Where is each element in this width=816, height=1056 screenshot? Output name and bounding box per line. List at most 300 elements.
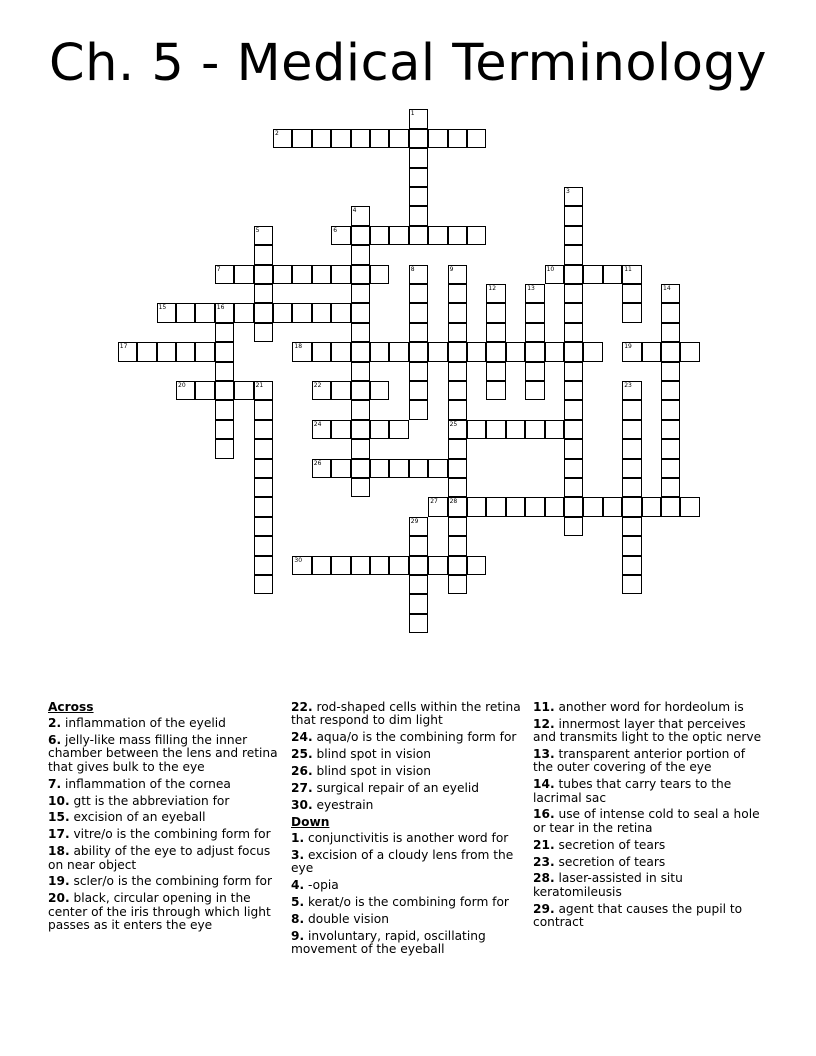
grid-cell[interactable] — [389, 342, 408, 361]
grid-cell[interactable] — [254, 575, 273, 594]
clue-number: 22 — [313, 382, 322, 389]
grid-cell[interactable] — [603, 265, 622, 284]
grid-cell[interactable] — [545, 265, 564, 284]
grid-cell[interactable] — [409, 206, 428, 225]
clue-item — [533, 748, 765, 775]
grid-cell[interactable] — [525, 284, 544, 303]
grid-cell[interactable] — [312, 129, 331, 148]
grid-cell[interactable] — [331, 303, 350, 322]
grid-cell[interactable] — [661, 420, 680, 439]
grid-cell[interactable] — [370, 556, 389, 575]
grid-cell[interactable] — [564, 284, 583, 303]
grid-cell[interactable] — [448, 459, 467, 478]
grid-cell[interactable] — [506, 342, 525, 361]
clue-text: black, circular opening in the center of the iris through which light passes as it enters the eye — [48, 891, 271, 932]
clue-item — [291, 701, 523, 728]
grid-cell[interactable] — [351, 439, 370, 458]
grid-cell[interactable] — [409, 362, 428, 381]
grid-cell[interactable] — [409, 614, 428, 633]
grid-cell[interactable] — [564, 478, 583, 497]
grid-cell[interactable] — [564, 400, 583, 419]
grid-cell[interactable] — [254, 536, 273, 555]
clue-item — [48, 845, 280, 872]
grid-cell[interactable] — [409, 303, 428, 322]
grid-cell[interactable] — [564, 497, 583, 516]
clue-text: -opia — [304, 878, 339, 893]
grid-cell[interactable] — [642, 342, 661, 361]
grid-cell[interactable] — [680, 497, 699, 516]
grid-cell[interactable] — [661, 303, 680, 322]
clue-number-label: 13. — [533, 747, 555, 762]
grid-cell[interactable] — [467, 420, 486, 439]
grid-cell[interactable] — [292, 129, 311, 148]
grid-cell[interactable] — [312, 459, 331, 478]
clue-number: 14 — [663, 285, 671, 292]
clue-text: inflammation of the cornea — [61, 776, 231, 791]
grid-cell[interactable] — [564, 381, 583, 400]
clue-text: kerat/o is the combining form for — [304, 894, 509, 909]
grid-cell[interactable] — [273, 265, 292, 284]
clue-number-label: 10. — [48, 793, 70, 808]
grid-cell[interactable] — [331, 226, 350, 245]
grid-cell[interactable] — [254, 226, 273, 245]
grid-cell[interactable] — [351, 323, 370, 342]
grid-cell[interactable] — [215, 362, 234, 381]
clue-number-label: 22. — [291, 700, 313, 714]
clue-column-1 — [48, 701, 280, 936]
grid-cell[interactable] — [312, 420, 331, 439]
grid-cell[interactable] — [254, 245, 273, 264]
grid-cell[interactable] — [486, 303, 505, 322]
grid-cell[interactable] — [351, 420, 370, 439]
grid-cell[interactable] — [564, 226, 583, 245]
grid-cell[interactable] — [351, 459, 370, 478]
clue-text: agent that causes the pupil to contract — [533, 901, 743, 929]
grid-cell[interactable] — [409, 517, 428, 536]
grid-cell[interactable] — [409, 556, 428, 575]
clue-number: 10 — [546, 265, 555, 273]
grid-cell[interactable] — [254, 265, 273, 284]
grid-cell[interactable] — [176, 342, 195, 361]
grid-cell[interactable] — [506, 420, 525, 439]
clue-text: jelly-like mass filling the inner chamber between the lens and retina that gives bulk to the eye — [48, 733, 278, 774]
clue-number: 5 — [255, 226, 260, 234]
grid-cell[interactable] — [622, 497, 641, 516]
clue-number: 7 — [216, 265, 221, 273]
grid-cell[interactable] — [564, 459, 583, 478]
clue-number-label: 20. — [48, 891, 70, 906]
grid-cell[interactable] — [195, 381, 214, 400]
grid-cell[interactable] — [254, 284, 273, 303]
clue-number: 9 — [449, 265, 454, 273]
grid-cell[interactable] — [661, 381, 680, 400]
clue-number-label: 28. — [533, 871, 555, 886]
grid-cell[interactable] — [312, 381, 331, 400]
clue-number: 4 — [352, 207, 357, 215]
grid-cell[interactable] — [661, 323, 680, 342]
grid-cell[interactable] — [467, 556, 486, 575]
grid-cell[interactable] — [564, 265, 583, 284]
clue-text: tubes that carry tears to the lacrimal sac — [533, 777, 732, 805]
clue-number: 30 — [294, 556, 303, 564]
clue-number-label: 25. — [291, 747, 313, 762]
grid-cell[interactable] — [428, 342, 447, 361]
grid-cell[interactable] — [486, 381, 505, 400]
grid-cell[interactable] — [176, 303, 195, 322]
grid-cell[interactable] — [680, 342, 699, 361]
across-heading: Across — [48, 700, 94, 714]
grid-cell[interactable] — [331, 129, 350, 148]
clue-number-label: 17. — [48, 827, 70, 842]
grid-cell[interactable] — [448, 439, 467, 458]
grid-cell[interactable] — [389, 420, 408, 439]
clue-number-label: 1. — [291, 830, 305, 845]
clue-number-label: 4. — [291, 878, 305, 893]
grid-cell[interactable] — [564, 323, 583, 342]
grid-cell[interactable] — [622, 284, 641, 303]
grid-cell[interactable] — [583, 497, 602, 516]
clue-text: inflammation of the eyelid — [61, 716, 226, 731]
grid-cell[interactable] — [506, 497, 525, 516]
grid-cell[interactable] — [254, 517, 273, 536]
grid-cell[interactable] — [583, 265, 602, 284]
grid-cell[interactable] — [467, 342, 486, 361]
grid-cell[interactable] — [467, 497, 486, 516]
grid-cell[interactable] — [370, 381, 389, 400]
grid-cell[interactable] — [622, 575, 641, 594]
clue-number-label: 6. — [48, 733, 62, 748]
clue-text: laser-assisted in situ keratomileusis — [533, 871, 683, 899]
grid-cell[interactable] — [448, 575, 467, 594]
grid-cell[interactable] — [331, 342, 350, 361]
grid-cell[interactable] — [603, 497, 622, 516]
grid-cell[interactable] — [254, 459, 273, 478]
grid-cell[interactable] — [292, 303, 311, 322]
grid-cell[interactable] — [409, 342, 428, 361]
grid-cell[interactable] — [448, 556, 467, 575]
grid-cell[interactable] — [564, 245, 583, 264]
clue-number-label: 9. — [291, 928, 305, 943]
grid-cell[interactable] — [448, 265, 467, 284]
grid-cell[interactable] — [564, 303, 583, 322]
grid-cell[interactable] — [351, 226, 370, 245]
grid-cell[interactable] — [273, 303, 292, 322]
grid-cell[interactable] — [545, 497, 564, 516]
grid-cell[interactable] — [486, 420, 505, 439]
clue-item — [48, 892, 280, 932]
grid-cell[interactable] — [564, 187, 583, 206]
grid-cell[interactable] — [312, 556, 331, 575]
grid-cell[interactable] — [389, 459, 408, 478]
grid-cell[interactable] — [661, 478, 680, 497]
grid-cell[interactable] — [351, 556, 370, 575]
grid-cell[interactable] — [409, 168, 428, 187]
grid-cell[interactable] — [525, 362, 544, 381]
grid-cell[interactable] — [292, 342, 311, 361]
grid-cell[interactable] — [409, 129, 428, 148]
clue-item — [533, 903, 765, 930]
grid-cell[interactable] — [176, 381, 195, 400]
clue-number-label: 29. — [533, 901, 555, 916]
clue-text: involuntary, rapid, oscillating movement of the eyeball — [291, 928, 486, 956]
grid-cell[interactable] — [254, 478, 273, 497]
grid-cell[interactable] — [137, 342, 156, 361]
grid-cell[interactable] — [331, 459, 350, 478]
grid-cell[interactable] — [331, 556, 350, 575]
clue-number-label: 14. — [533, 777, 555, 792]
grid-cell[interactable] — [525, 420, 544, 439]
grid-cell[interactable] — [486, 497, 505, 516]
grid-cell[interactable] — [622, 517, 641, 536]
grid-cell[interactable] — [409, 226, 428, 245]
clue-number: 16 — [216, 304, 225, 312]
clue-item — [291, 913, 523, 926]
grid-cell[interactable] — [215, 342, 234, 361]
grid-cell[interactable] — [254, 381, 273, 400]
grid-cell[interactable] — [622, 342, 641, 361]
grid-cell[interactable] — [292, 556, 311, 575]
clue-number: 13 — [527, 285, 535, 292]
grid-cell[interactable] — [409, 536, 428, 555]
grid-cell[interactable] — [448, 400, 467, 419]
clue-text: secretion of tears — [554, 854, 666, 869]
clue-number-label: 16. — [533, 807, 555, 822]
clue-item — [48, 778, 280, 791]
grid-cell[interactable] — [409, 400, 428, 419]
grid-cell[interactable] — [409, 381, 428, 400]
grid-cell[interactable] — [622, 303, 641, 322]
grid-cell[interactable] — [448, 323, 467, 342]
grid-cell[interactable] — [254, 497, 273, 516]
grid-cell[interactable] — [661, 342, 680, 361]
clue-number: 15 — [158, 304, 167, 312]
clue-text: excision of an eyeball — [69, 810, 206, 825]
grid-cell[interactable] — [157, 303, 176, 322]
grid-cell[interactable] — [215, 303, 234, 322]
grid-cell[interactable] — [409, 148, 428, 167]
grid-cell[interactable] — [448, 226, 467, 245]
grid-cell[interactable] — [428, 129, 447, 148]
grid-cell[interactable] — [448, 420, 467, 439]
grid-cell[interactable] — [409, 575, 428, 594]
grid-cell[interactable] — [351, 400, 370, 419]
grid-cell[interactable] — [622, 381, 641, 400]
grid-cell[interactable] — [448, 342, 467, 361]
clue-text: use of intense cold to seal a hole or tear in the retina — [533, 807, 760, 835]
grid-cell[interactable] — [409, 594, 428, 613]
grid-cell[interactable] — [467, 129, 486, 148]
grid-cell[interactable] — [448, 497, 467, 516]
grid-cell[interactable] — [448, 517, 467, 536]
grid-cell[interactable] — [351, 303, 370, 322]
clue-text: vitre/o is the combining form for — [69, 827, 271, 842]
grid-cell[interactable] — [215, 400, 234, 419]
clue-text: blind spot in vision — [312, 747, 432, 762]
grid-cell[interactable] — [525, 381, 544, 400]
grid-cell[interactable] — [389, 226, 408, 245]
clue-item — [291, 930, 523, 957]
grid-cell[interactable] — [351, 129, 370, 148]
grid-cell[interactable] — [583, 342, 602, 361]
grid-cell[interactable] — [622, 265, 641, 284]
grid-cell[interactable] — [351, 284, 370, 303]
clue-number: 6 — [333, 226, 338, 234]
grid-cell[interactable] — [409, 187, 428, 206]
grid-cell[interactable] — [564, 206, 583, 225]
grid-cell[interactable] — [486, 323, 505, 342]
clue-number-label: 11. — [533, 700, 555, 714]
grid-cell[interactable] — [370, 129, 389, 148]
grid-cell[interactable] — [273, 129, 292, 148]
grid-cell[interactable] — [622, 478, 641, 497]
grid-cell[interactable] — [118, 342, 137, 361]
grid-cell[interactable] — [215, 323, 234, 342]
grid-cell[interactable] — [409, 265, 428, 284]
grid-cell[interactable] — [622, 536, 641, 555]
grid-cell[interactable] — [622, 400, 641, 419]
clue-column-2 — [291, 701, 523, 960]
clue-item — [291, 748, 523, 761]
grid-cell[interactable] — [389, 556, 408, 575]
grid-cell[interactable] — [428, 459, 447, 478]
grid-cell[interactable] — [448, 303, 467, 322]
clue-number-label: 18. — [48, 844, 70, 859]
grid-cell[interactable] — [254, 303, 273, 322]
clue-number-label: 12. — [533, 716, 555, 731]
grid-cell[interactable] — [448, 478, 467, 497]
page-title: Ch. 5 - Medical Terminology — [49, 34, 767, 93]
grid-cell[interactable] — [254, 400, 273, 419]
grid-cell[interactable] — [254, 323, 273, 342]
grid-cell[interactable] — [234, 303, 253, 322]
grid-cell[interactable] — [564, 420, 583, 439]
clue-number: 20 — [178, 382, 186, 389]
grid-cell[interactable] — [661, 400, 680, 419]
grid-cell[interactable] — [661, 439, 680, 458]
grid-cell[interactable] — [331, 381, 350, 400]
clue-number: 3 — [566, 188, 570, 195]
grid-cell[interactable] — [370, 459, 389, 478]
grid-cell[interactable] — [545, 420, 564, 439]
grid-cell[interactable] — [622, 556, 641, 575]
grid-cell[interactable] — [157, 342, 176, 361]
grid-cell[interactable] — [545, 342, 564, 361]
grid-cell[interactable] — [525, 342, 544, 361]
grid-cell[interactable] — [661, 284, 680, 303]
grid-cell[interactable] — [428, 556, 447, 575]
grid-cell[interactable] — [486, 284, 505, 303]
grid-cell[interactable] — [389, 129, 408, 148]
grid-cell[interactable] — [448, 381, 467, 400]
grid-cell[interactable] — [351, 362, 370, 381]
grid-cell[interactable] — [564, 517, 583, 536]
grid-cell[interactable] — [331, 420, 350, 439]
clue-text: excision of a cloudy lens from the eye — [291, 847, 514, 876]
grid-cell[interactable] — [525, 497, 544, 516]
grid-cell[interactable] — [409, 459, 428, 478]
grid-cell[interactable] — [622, 420, 641, 439]
grid-cell[interactable] — [564, 362, 583, 381]
grid-cell[interactable] — [661, 362, 680, 381]
grid-cell[interactable] — [525, 323, 544, 342]
grid-cell[interactable] — [312, 303, 331, 322]
grid-cell[interactable] — [351, 245, 370, 264]
grid-cell[interactable] — [622, 459, 641, 478]
grid-cell[interactable] — [661, 459, 680, 478]
grid-cell[interactable] — [448, 536, 467, 555]
grid-cell[interactable] — [215, 439, 234, 458]
clue-text: surgical repair of an eyelid — [312, 780, 480, 795]
grid-cell[interactable] — [215, 420, 234, 439]
grid-cell[interactable] — [409, 284, 428, 303]
grid-cell[interactable] — [370, 265, 389, 284]
grid-cell[interactable] — [351, 381, 370, 400]
grid-cell[interactable] — [642, 497, 661, 516]
grid-cell[interactable] — [486, 342, 505, 361]
grid-cell[interactable] — [331, 265, 350, 284]
grid-cell[interactable] — [292, 265, 311, 284]
clue-item — [291, 765, 523, 778]
grid-cell[interactable] — [351, 206, 370, 225]
grid-cell[interactable] — [195, 342, 214, 361]
grid-cell[interactable] — [254, 439, 273, 458]
clue-text: aqua/o is the combining form for — [312, 730, 517, 745]
grid-cell[interactable] — [254, 556, 273, 575]
grid-cell[interactable] — [215, 265, 234, 284]
grid-cell[interactable] — [370, 226, 389, 245]
grid-cell[interactable] — [351, 342, 370, 361]
down-heading: Down — [291, 814, 330, 829]
grid-cell[interactable] — [409, 323, 428, 342]
clue-number: 21 — [255, 382, 264, 389]
clue-number-label: 21. — [533, 837, 555, 852]
clue-item — [291, 782, 523, 795]
grid-cell[interactable] — [409, 109, 428, 128]
grid-cell[interactable] — [564, 439, 583, 458]
grid-cell[interactable] — [312, 265, 331, 284]
grid-cell[interactable] — [448, 284, 467, 303]
grid-cell[interactable] — [448, 362, 467, 381]
grid-cell[interactable] — [234, 381, 253, 400]
grid-cell[interactable] — [428, 226, 447, 245]
grid-cell[interactable] — [467, 226, 486, 245]
grid-cell[interactable] — [428, 497, 447, 516]
grid-cell[interactable] — [351, 265, 370, 284]
clue-item — [48, 734, 280, 774]
clue-text: eyestrain — [312, 797, 374, 812]
grid-cell[interactable] — [370, 342, 389, 361]
grid-cell[interactable] — [486, 362, 505, 381]
grid-cell[interactable] — [370, 420, 389, 439]
clue-item — [291, 849, 523, 876]
clue-number: 28 — [449, 498, 458, 506]
grid-cell[interactable] — [312, 342, 331, 361]
clue-number-label: 2. — [48, 716, 62, 731]
grid-cell[interactable] — [448, 129, 467, 148]
clue-item — [291, 731, 523, 744]
clue-item — [533, 856, 765, 869]
grid-cell[interactable] — [525, 303, 544, 322]
grid-cell[interactable] — [661, 497, 680, 516]
grid-cell[interactable] — [351, 478, 370, 497]
grid-cell[interactable] — [622, 439, 641, 458]
grid-cell[interactable] — [234, 265, 253, 284]
clue-text: ability of the eye to adjust focus on near object — [48, 844, 271, 872]
grid-cell[interactable] — [215, 381, 234, 400]
grid-cell[interactable] — [195, 303, 214, 322]
grid-cell[interactable] — [564, 342, 583, 361]
grid-cell[interactable] — [254, 420, 273, 439]
